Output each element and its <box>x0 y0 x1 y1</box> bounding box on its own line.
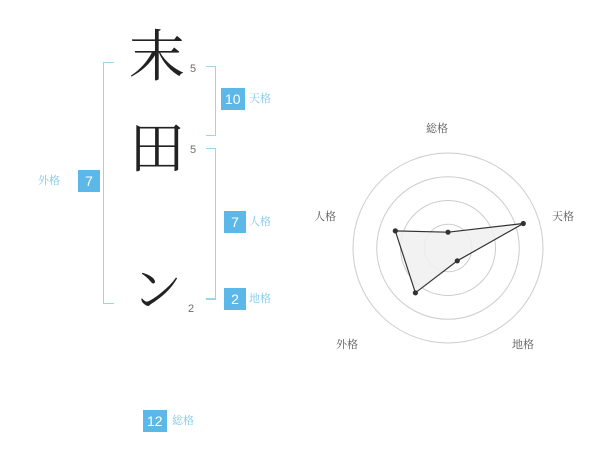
jinkaku-value-badge: 7 <box>224 211 246 233</box>
radar-axis-label-jinkaku: 人格 <box>314 211 336 223</box>
name-stroke-panel <box>0 0 300 470</box>
stroke-count-3: 2 <box>188 303 195 315</box>
radar-axis-label-soukaku: 総格 <box>426 123 448 135</box>
tenkaku-value-badge: 10 <box>221 88 245 110</box>
chikaku-label: 地格 <box>249 293 271 305</box>
radar-chart-panel <box>300 0 600 470</box>
radar-chart <box>300 0 600 470</box>
jinkaku-bracket <box>206 148 216 300</box>
gaikaku-value-badge: 7 <box>78 170 100 192</box>
tenkaku-bracket <box>206 66 216 136</box>
jinkaku-label: 人格 <box>249 216 271 228</box>
soukaku-value-badge: 12 <box>143 410 167 432</box>
chikaku-value-badge: 2 <box>224 288 246 310</box>
gaikaku-bracket <box>103 62 114 304</box>
radar-series <box>393 221 526 296</box>
radar-axis-label-chikaku: 地格 <box>512 339 534 351</box>
tenkaku-label: 天格 <box>249 93 271 105</box>
stroke-count-1: 5 <box>190 63 197 75</box>
radar-axis-label-tenkaku: 天格 <box>552 211 574 223</box>
name-character-1: 末 <box>129 27 185 89</box>
soukaku-label: 総格 <box>172 415 194 427</box>
stroke-count-2: 5 <box>190 144 197 156</box>
radar-axis-label-gaikaku: 外格 <box>336 339 358 351</box>
name-character-3: ン <box>132 262 182 318</box>
name-character-2: 田 <box>129 119 185 181</box>
gaikaku-label: 外格 <box>38 175 60 187</box>
chikaku-bracket <box>206 298 215 299</box>
